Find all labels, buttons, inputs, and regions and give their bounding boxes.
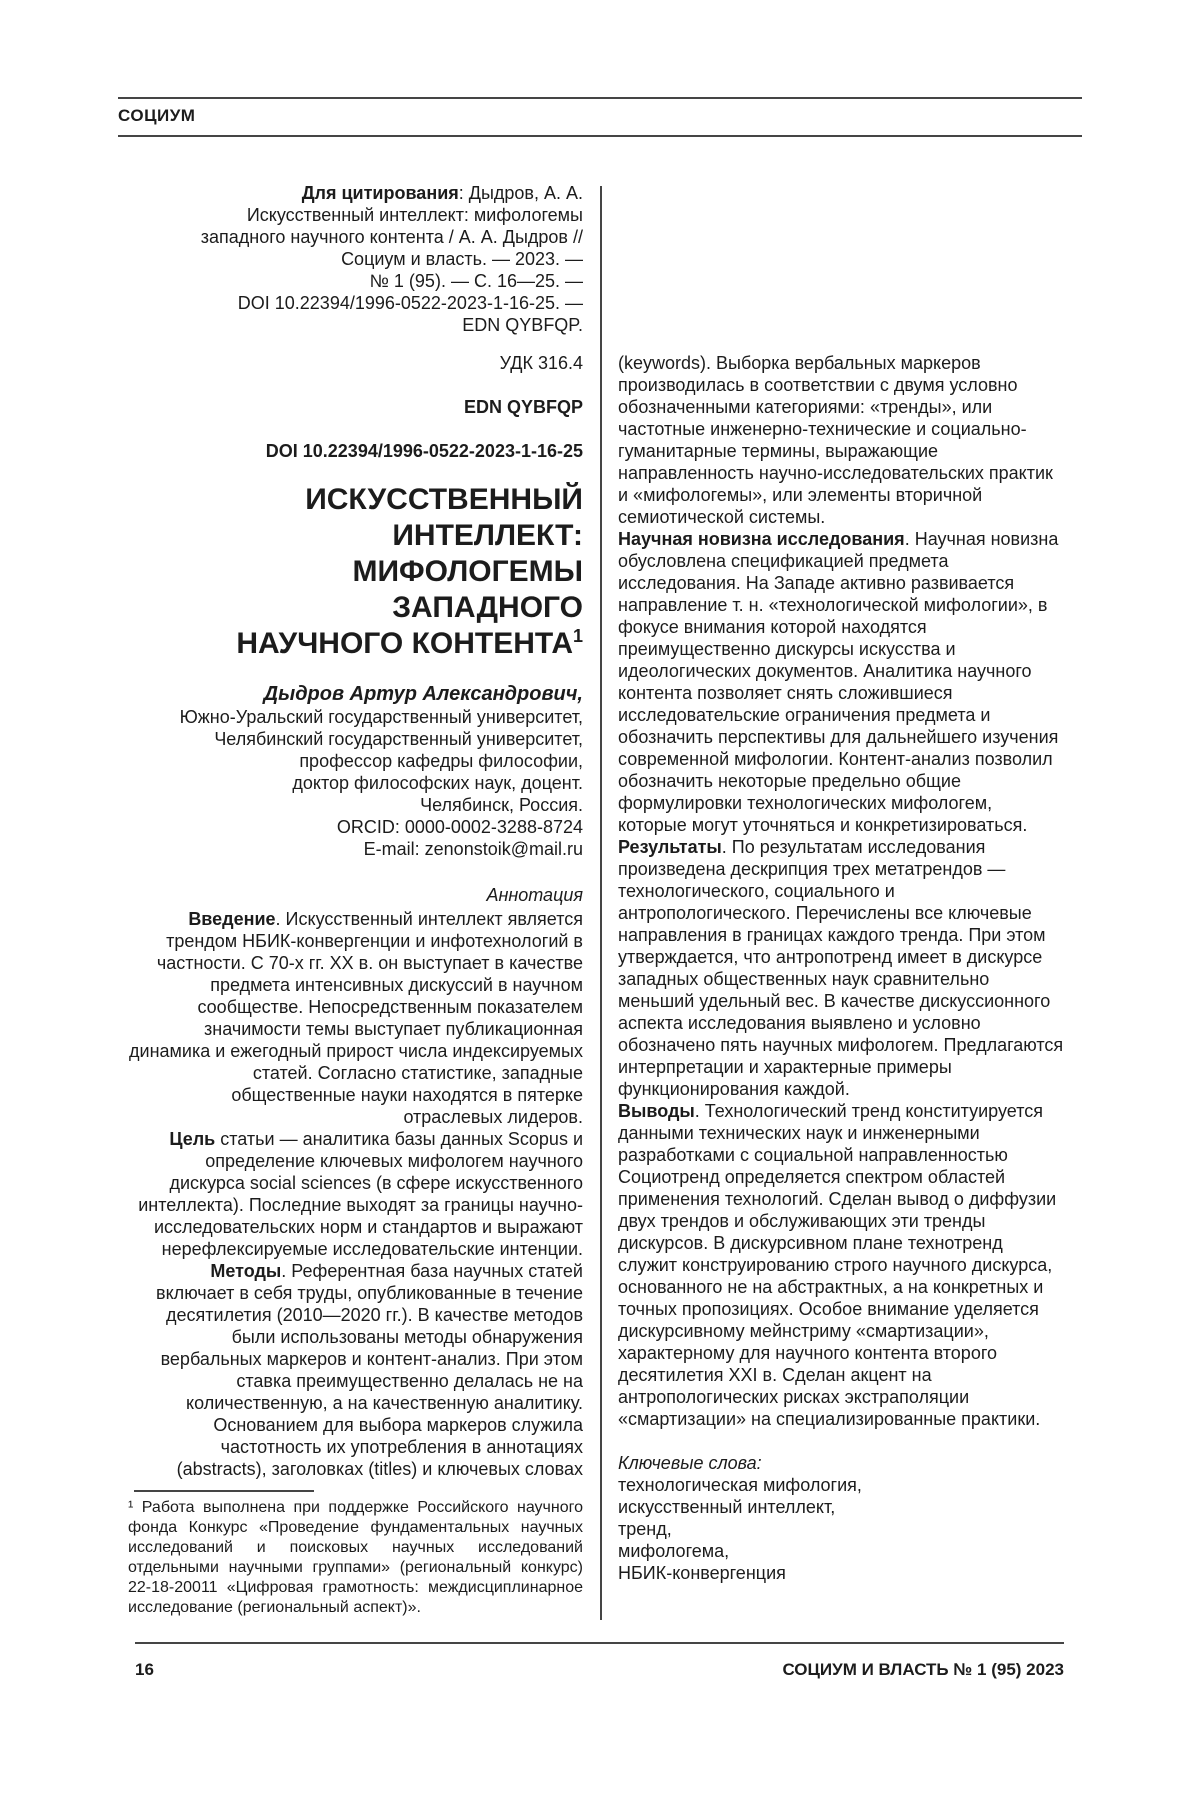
abstract bbox=[128, 908, 583, 1480]
keywords-label: Ключевые слова: bbox=[618, 1453, 762, 1473]
annotation-label: Аннотация bbox=[486, 885, 583, 906]
keywords-block bbox=[618, 1452, 1064, 1584]
column-divider bbox=[600, 186, 602, 1620]
abstract-conclusions: Выводы. Технологический тренд конституируется данными технических наук и инженерными разработками с социальной направленностью Социотренд определяется спектром областей применения технологий. Сделан вывод о диффузии двух трендов и обслуживающих эти тренды дискурсов. В дискурсивном плане технотренд служит конструированию строго научного дискурса, основанного не на абстрактных, а на конкретных и точных пропозициях. Особое внимание уделяется дискурсивному мейнстриму «смартизации», характерному для научного контента второго десятилетия XXI в. Сделан акцент на антропологических рисках экстраполяции «смартизации» на специализированные практики. bbox=[618, 1101, 1057, 1429]
udk-code: УДК 316.4 bbox=[499, 353, 583, 373]
keyword-item: мифологема, bbox=[618, 1541, 730, 1561]
citation-line: Для цитирования: Дыдров, А. А. bbox=[301, 183, 583, 203]
author-email: E-mail: zenonstoik@mail.ru bbox=[363, 839, 583, 860]
citation-line: DOI 10.22394/1996-0522-2023-1-16-25. — bbox=[237, 293, 583, 313]
abstract-introduction: Введение. Искусственный интеллект является трендом НБИК-конвергенции и инфотехнологий в частности. С 70-х гг. XX в. он выступает в качестве предмета интенсивных дискуссий в научном сообществе. Непосредственным показателем значимости темы выступает публикационная динамика и ежегодный прирост числа индексируемых статей. Согласно статистике, западные общественные науки находятся в пятерке отраслевых лидеров. bbox=[129, 909, 583, 1128]
author-block bbox=[128, 682, 583, 860]
abstract-introduction-label: Введение bbox=[188, 909, 276, 930]
article-title-line: НАУЧНОГО КОНТЕНТА$^1$ bbox=[236, 626, 583, 660]
abstract-goal-label: Цель bbox=[169, 1129, 216, 1150]
page-footer bbox=[135, 1642, 1064, 1680]
article-title-line: ИСКУССТВЕННЫЙ bbox=[305, 483, 583, 516]
abstract-novelty-label: Научная новизна исследования bbox=[618, 529, 905, 549]
citation-line: западного научного контента / А. А. Дыдров // bbox=[200, 227, 583, 247]
article-title-line: МИФОЛОГЕМЫ bbox=[352, 555, 583, 588]
citation-line: Социум и власть. — 2023. — bbox=[341, 249, 583, 269]
title-footnote-marker: 1 bbox=[572, 626, 583, 646]
article-title bbox=[128, 482, 583, 662]
right-column bbox=[618, 352, 1064, 1584]
footnote-text: ¹ Работа выполнена при поддержке Российского научного фонда Конкурс «Проведение фундаментальных научных исследований и поисковых научных исследований отдельными научными группами» (региональный конкурс) 22-18-20011 «Цифровая грамотность: междисциплинарное исследование (региональный аспект)». bbox=[128, 1499, 583, 1617]
author-position: профессор кафедры философии, bbox=[299, 751, 583, 772]
section-label: СОЦИУМ bbox=[118, 106, 196, 125]
abstract-conclusions-label: Выводы bbox=[618, 1101, 695, 1121]
journal-issue-line: СОЦИУМ И ВЛАСТЬ № 1 (95) 2023 bbox=[782, 1660, 1064, 1679]
keyword-item: технологическая мифология, bbox=[618, 1475, 862, 1495]
citation-line: Искусственный интеллект: мифологемы bbox=[246, 205, 583, 225]
citation-line: EDN QYBFQP. bbox=[462, 315, 583, 335]
running-head bbox=[118, 97, 1082, 137]
abstract-goal: Цель статьи — аналитика базы данных Scopus и определение ключевых мифологем научного дискурса social sciences (в сфере искусственного интеллекта). Последние выходят за границы научно-исследовательских норм и стандартов и выражают нерефлексируемые исследовательские интенции. bbox=[138, 1129, 583, 1260]
footnote bbox=[128, 1490, 583, 1618]
keyword-item: тренд, bbox=[618, 1519, 672, 1539]
abstract-results: Результаты. По результатам исследования произведена дескрипция трех метатрендов — технологического, социального и антропологического. Перечислены все ключевые направления в границах каждого тренда. При этом утверждается, что антропотренд имеет в дискурсе западных общественных наук сравнительно меньший удельный вес. В качестве дискуссионного аспекта исследования выявлено и условно обозначено пять научных мифологем. Предлагаются интерпретации и характерные примеры функционирования каждой. bbox=[618, 837, 1064, 1099]
author-degree: доктор философских наук, доцент. bbox=[292, 773, 583, 794]
abstract-novelty: Научная новизна исследования. Научная новизна обусловлена спецификацией предмета исследования. На Западе активно развивается направление т. н. «технологической мифологии», в фокусе внимания которой находятся преимущественно дискурсы искусства и идеологических документов. Аналитика научного контента позволяет снять сложившиеся исследовательские ограничения предмета и обозначить перспективы для дальнейшего изучения современной мифологии. Контент-анализ позволил обозначить некоторые предельно общие формулировки технологических мифологем, которые могут уточняться и конкретизироваться. bbox=[618, 529, 1059, 835]
author-name: Дыдров Артур Александрович, bbox=[263, 683, 583, 706]
author-location: Челябинск, Россия. bbox=[420, 795, 583, 816]
author-orcid: ORCID: 0000-0002-3288-8724 bbox=[336, 817, 583, 838]
abstract-methods-label: Методы bbox=[210, 1261, 282, 1282]
doi-code: DOI 10.22394/1996-0522-2023-1-16-25 bbox=[265, 441, 583, 461]
abstract-keywords-continuation: (keywords). Выборка вербальных маркеров производилась в соответствии с двумя условно обозначенными категориями: «тренды», или частотные инженерно-технические и социально-гуманитарные термины, выражающие направленность научно-исследовательских практик и «мифологемы», или элементы вторичной семиотической системы. bbox=[618, 353, 1053, 527]
citation-line: № 1 (95). — С. 16—25. — bbox=[369, 271, 583, 291]
article-title-line: ЗАПАДНОГО bbox=[392, 591, 583, 624]
citation-block bbox=[128, 182, 583, 336]
keyword-item: НБИК-конвергенция bbox=[618, 1563, 786, 1583]
abstract-results-label: Результаты bbox=[618, 837, 722, 857]
author-affiliation: Южно-Уральский государственный университет, bbox=[179, 707, 583, 728]
edn-code: EDN QYBFQP bbox=[463, 397, 583, 417]
article-title-line: ИНТЕЛЛЕКТ: bbox=[392, 519, 583, 552]
citation-label: Для цитирования bbox=[301, 183, 459, 203]
footnote-separator bbox=[134, 1490, 314, 1492]
left-column bbox=[128, 182, 583, 1618]
abstract-methods: Методы. Референтная база научных статей включает в себя труды, опубликованные в течение десятилетия (2010—2020 гг.). В качестве методов были использованы методы обнаружения вербальных маркеров и контент-анализ. При этом ставка преимущественно делалась не на количественную, а на качественную аналитику. Основанием для выбора маркеров служила частотность их употребления в аннотациях (abstracts), заголовках (titles) и ключевых словах bbox=[156, 1261, 583, 1480]
page-number: 16 bbox=[135, 1660, 154, 1679]
author-affiliation: Челябинский государственный университет, bbox=[214, 729, 583, 750]
keyword-item: искусственный интеллект, bbox=[618, 1497, 836, 1517]
